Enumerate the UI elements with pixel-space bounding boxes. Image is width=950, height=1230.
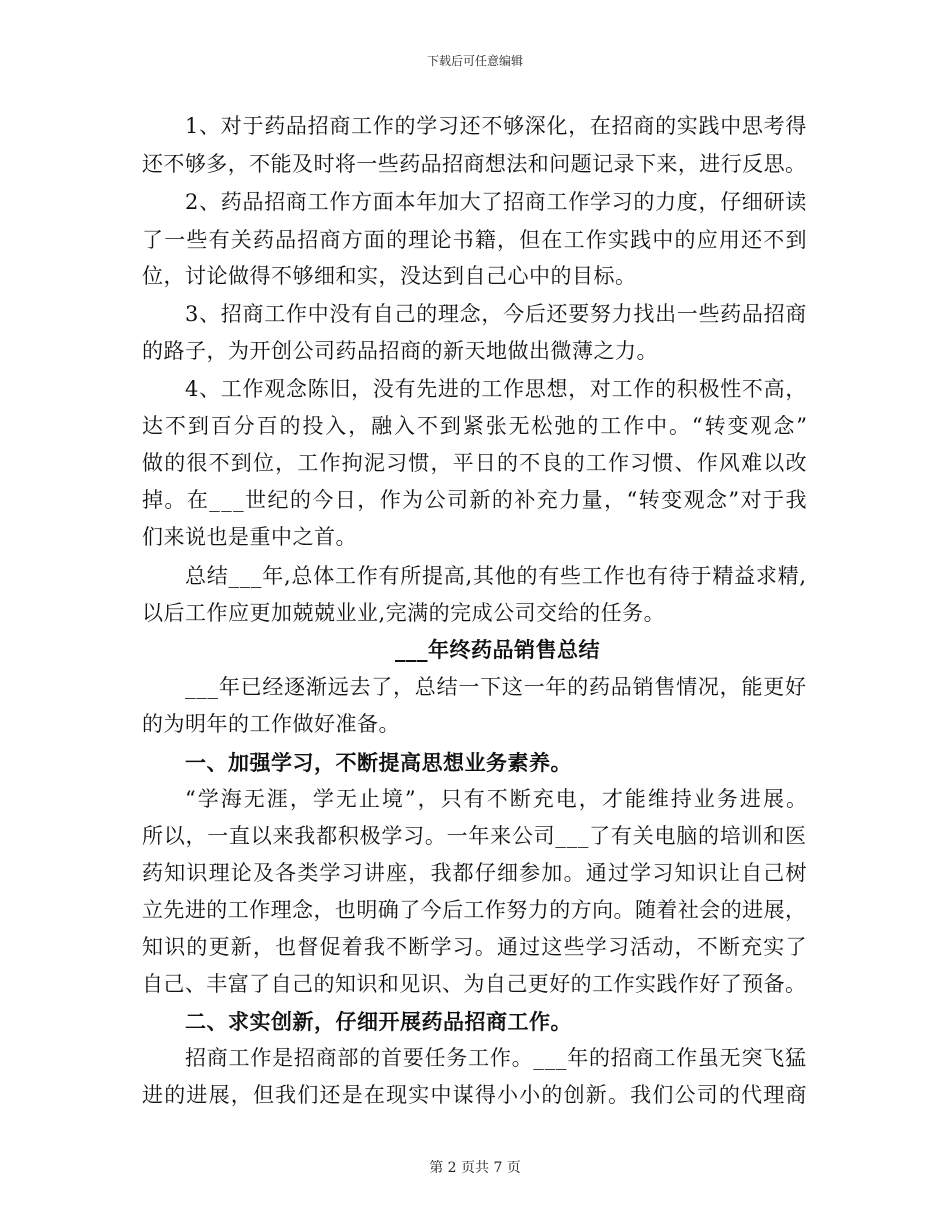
text-line: 达不到百分百的投入，融入不到紧张无松弛的工作中。“转变观念”: [142, 414, 809, 438]
text-line: 所以，一直以来我都积极学习。一年来公司___了有关电脑的培训和医: [142, 824, 807, 848]
section-title: ___年终药品销售总结: [395, 637, 600, 662]
text-line: 4、工作观念陈旧，没有先进的工作思想，对工作的积极性不高，: [185, 377, 808, 401]
text-line: 们来说也是重中之首。: [142, 525, 357, 549]
text-line: 位，讨论做得不够细和实，没达到自己心中的目标。: [142, 264, 637, 288]
text-line: 的为明年的工作做好准备。: [142, 712, 400, 736]
text-line: 招商工作是招商部的首要任务工作。___年的招商工作虽无突飞猛: [185, 1046, 807, 1070]
text-line: 自己、丰富了自己的知识和见识、为自己更好的工作实践作好了预备。: [142, 972, 807, 996]
text-line: 还不够多，不能及时将一些药品招商想法和问题记录下来，进行反思。: [142, 152, 807, 176]
text-line: 以后工作应更加兢兢业业,完满的完成公司交给的任务。: [142, 601, 666, 625]
text-line: 药知识理论及各类学习讲座，我都仔细参加。通过学习知识让自己树: [142, 861, 808, 885]
text-line: “学海无涯，学无止境”，只有不断充电，才能维持业务进展。: [185, 787, 809, 811]
text-line: 1、对于药品招商工作的学习还不够深化，在招商的实践中思考得: [185, 114, 808, 138]
text-line: 3、招商工作中没有自己的理念，今后还要努力找出一些药品招商: [185, 302, 808, 326]
text-line: 做的很不到位，工作拘泥习惯，平日的不良的工作习惯、作风难以改: [142, 451, 808, 475]
text-line: 总结___年,总体工作有所提高,其他的有些工作也有待于精益求精,: [185, 564, 807, 588]
page-footer: 第 2 页共 7 页: [429, 1160, 521, 1176]
text-line: 掉。在___世纪的今日，作为公司新的补充力量，“转变观念”对于我: [142, 488, 808, 512]
text-line: 立先进的工作理念，也明确了今后工作努力的方向。随着社会的进展，: [142, 898, 807, 922]
text-line: 2、药品招商工作方面本年加大了招商工作学习的力度，仔细研读: [185, 190, 808, 214]
text-line: 进的进展，但我们还是在现实中谋得小小的创新。我们公司的代理商: [142, 1083, 808, 1107]
text-line: 了一些有关药品招商方面的理论书籍，但在工作实践中的应用还不到: [142, 228, 808, 252]
subsection-heading: 一、加强学习，不断提高思想业务素养。: [185, 750, 572, 775]
subsection-heading: 二、求实创新，仔细开展药品招商工作。: [185, 1009, 572, 1034]
text-line: ___年已经逐渐远去了，总结一下这一年的药品销售情况，能更好: [185, 675, 807, 699]
text-line: 知识的更新，也督促着我不断学习。通过这些学习活动，不断充实了: [142, 935, 808, 959]
page-header: 下载后可任意编辑: [426, 54, 523, 68]
text-line: 的路子，为开创公司药品招商的新天地做出微薄之力。: [142, 339, 658, 363]
